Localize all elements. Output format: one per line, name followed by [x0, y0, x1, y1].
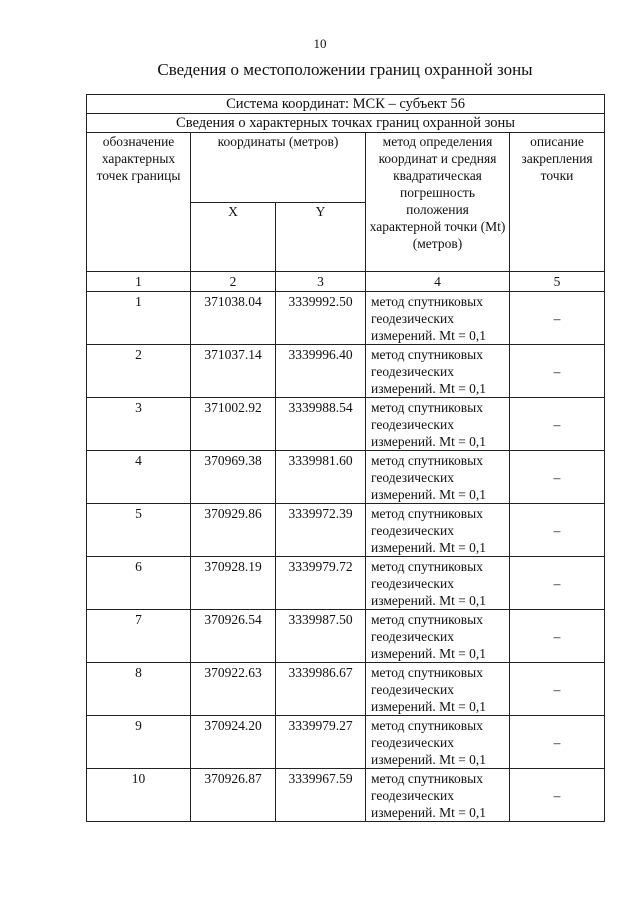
table-row — [87, 345, 605, 398]
x-coordinate-cell: 370928.19 — [191, 557, 276, 610]
table-row — [87, 451, 605, 504]
table-row — [87, 557, 605, 610]
x-coordinate-cell: 370969.38 — [191, 451, 276, 504]
points-info-row — [87, 114, 605, 133]
x-coordinate-cell: 370922.63 — [191, 663, 276, 716]
header-coordinates: координаты (метров) — [191, 133, 366, 203]
method-cell: метод спутниковых геодезических измерений. Mt = 0,1 — [366, 504, 510, 557]
x-coordinate-cell: 370926.54 — [191, 610, 276, 663]
method-cell: метод спутниковых геодезических измерений. Mt = 0,1 — [366, 292, 510, 345]
method-cell: метод спутниковых геодезических измерений. Mt = 0,1 — [366, 398, 510, 451]
description-cell: – — [510, 557, 605, 610]
description-cell: – — [510, 769, 605, 822]
point-number-cell: 1 — [87, 292, 191, 345]
y-coordinate-cell: 3339981.60 — [276, 451, 366, 504]
point-number-cell: 5 — [87, 504, 191, 557]
method-cell: метод спутниковых геодезических измерений. Mt = 0,1 — [366, 451, 510, 504]
point-number-cell: 10 — [87, 769, 191, 822]
coordinate-system-cell: Система координат: МСК – субъект 56 — [87, 95, 605, 114]
description-cell: – — [510, 451, 605, 504]
document-title: Сведения о местоположении границ охранной зоны — [157, 60, 533, 79]
column-number: 5 — [510, 272, 605, 292]
point-number-cell: 7 — [87, 610, 191, 663]
y-coordinate-cell: 3339988.54 — [276, 398, 366, 451]
y-coordinate-cell: 3339972.39 — [276, 504, 366, 557]
x-coordinate-cell: 370929.86 — [191, 504, 276, 557]
table-row — [87, 504, 605, 557]
y-coordinate-cell: 3339979.72 — [276, 557, 366, 610]
description-cell: – — [510, 610, 605, 663]
column-number: 3 — [276, 272, 366, 292]
y-coordinate-cell: 3339996.40 — [276, 345, 366, 398]
x-coordinate-cell: 371038.04 — [191, 292, 276, 345]
description-cell: – — [510, 345, 605, 398]
table-row — [87, 610, 605, 663]
coordinates-table — [86, 94, 605, 822]
point-number-cell: 3 — [87, 398, 191, 451]
x-coordinate-cell: 370926.87 — [191, 769, 276, 822]
table-row — [87, 292, 605, 345]
method-cell: метод спутниковых геодезических измерений. Mt = 0,1 — [366, 610, 510, 663]
column-number: 2 — [191, 272, 276, 292]
header-x: X — [191, 202, 276, 272]
point-number-cell: 2 — [87, 345, 191, 398]
method-cell: метод спутниковых геодезических измерений. Mt = 0,1 — [366, 345, 510, 398]
method-cell: метод спутниковых геодезических измерений. Mt = 0,1 — [366, 663, 510, 716]
header-y: Y — [276, 202, 366, 272]
x-coordinate-cell: 370924.20 — [191, 716, 276, 769]
description-cell: – — [510, 398, 605, 451]
points-info-cell: Сведения о характерных точках границ охранной зоны — [87, 114, 605, 133]
method-cell: метод спутниковых геодезических измерений. Mt = 0,1 — [366, 769, 510, 822]
coordinate-system-row — [87, 95, 605, 114]
point-number-cell: 4 — [87, 451, 191, 504]
table-row — [87, 398, 605, 451]
header-point-designation: обозначение характерных точек границы — [87, 133, 191, 272]
method-cell: метод спутниковых геодезических измерений. Mt = 0,1 — [366, 716, 510, 769]
description-cell: – — [510, 504, 605, 557]
description-cell: – — [510, 663, 605, 716]
description-cell: – — [510, 292, 605, 345]
y-coordinate-cell: 3339979.27 — [276, 716, 366, 769]
y-coordinate-cell: 3339986.67 — [276, 663, 366, 716]
header-row — [87, 133, 605, 203]
header-method: метод определения координат и средняя квадратическая погрешность положения характерной точки (Mt) (метров) — [366, 133, 510, 272]
method-cell: метод спутниковых геодезических измерений. Mt = 0,1 — [366, 557, 510, 610]
point-number-cell: 9 — [87, 716, 191, 769]
header-description: описание закрепления точки — [510, 133, 605, 272]
x-coordinate-cell: 371002.92 — [191, 398, 276, 451]
point-number-cell: 6 — [87, 557, 191, 610]
table-row — [87, 769, 605, 822]
column-number: 1 — [87, 272, 191, 292]
table-row — [87, 663, 605, 716]
column-number-row — [87, 272, 605, 292]
table-row — [87, 716, 605, 769]
y-coordinate-cell: 3339967.59 — [276, 769, 366, 822]
page-number: 10 — [313, 36, 327, 51]
point-number-cell: 8 — [87, 663, 191, 716]
description-cell: – — [510, 716, 605, 769]
x-coordinate-cell: 371037.14 — [191, 345, 276, 398]
y-coordinate-cell: 3339992.50 — [276, 292, 366, 345]
y-coordinate-cell: 3339987.50 — [276, 610, 366, 663]
column-number: 4 — [366, 272, 510, 292]
